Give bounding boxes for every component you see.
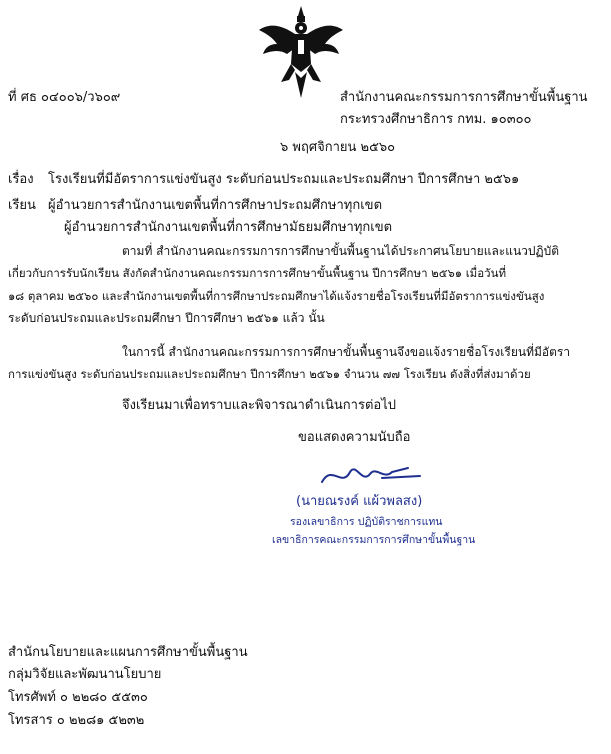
paragraph-1-line-4: ระดับก่อนประถมและประถมศึกษา ปีการศึกษา ๒๕๖๑ แล้ว นั้น — [8, 311, 325, 325]
signatory-title-2: เลขาธิการคณะกรรมการการศึกษาขั้นพื้นฐาน — [272, 534, 476, 546]
signatory-title-1: รองเลขาธิการ ปฏิบัติราชการแทน — [290, 516, 443, 528]
paragraph-1-line-3: ๑๘ ตุลาคม ๒๕๖๐ และสำนักงานเขตพื้นที่การศึกษาประถมศึกษาได้แจ้งรายชื่อโรงเรียนที่มีอัตราการแข่งขันสูง — [8, 289, 545, 303]
subject-label: เรื่อง — [8, 172, 34, 187]
handwritten-signature — [312, 458, 432, 492]
signatory-name: (นายณรงค์ แผ้วพลสง) — [296, 494, 423, 509]
footer-group: กลุ่มวิจัยและพัฒนานโยบาย — [8, 667, 162, 682]
footer-fax: โทรสาร ๐ ๒๒๘๑ ๕๒๓๒ — [8, 713, 145, 728]
footer-phone: โทรศัพท์ ๐ ๒๒๘๐ ๕๕๓๐ — [8, 690, 148, 705]
document-date: ๖ พฤศจิกายน ๒๕๖๐ — [280, 140, 396, 155]
paragraph-1-line-2: เกี่ยวกับการรับนักเรียน สังกัดสำนักงานคณะกรรมการการศึกษาขั้นพื้นฐาน ปีการศึกษา ๒๕๖๑ เมื่อวันที่ — [8, 266, 507, 280]
paragraph-3: จึงเรียนมาเพื่อทราบและพิจารณาดำเนินการต่อไป — [122, 398, 396, 413]
organization-address: กระทรวงศึกษาธิการ กทม. ๑๐๓๐๐ — [340, 112, 532, 127]
recipient-label: เรียน — [8, 198, 36, 213]
recipient-line-2: ผู้อำนวยการสำนักงานเขตพื้นที่การศึกษามัธยมศึกษาทุกเขต — [64, 220, 393, 235]
footer-department: สำนักนโยบายและแผนการศึกษาขั้นพื้นฐาน — [8, 645, 248, 660]
paragraph-2-line-1: ในการนี้ สำนักงานคณะกรรมการการศึกษาขั้นพื้นฐานจึงขอแจ้งรายชื่อโรงเรียนที่มีอัตรา — [122, 345, 571, 359]
document-number: ที่ ศธ ๐๔๐๐๖/ว๖๐๙ — [8, 90, 121, 105]
organization-name: สำนักงานคณะกรรมการการศึกษาขั้นพื้นฐาน — [340, 90, 588, 105]
garuda-emblem-icon — [255, 4, 347, 100]
paragraph-2-line-2: การแข่งขันสูง ระดับก่อนประถมและประถมศึกษา ปีการศึกษา ๒๕๖๑ จำนวน ๗๗ โรงเรียน ดังสิ่งที่ส่งมาด้วย — [8, 367, 531, 381]
paragraph-1-line-1: ตามที่ สำนักงานคณะกรรมการการศึกษาขั้นพื้นฐานได้ประกาศนโยบายและแนวปฏิบัติ — [122, 244, 559, 258]
subject-text: โรงเรียนที่มีอัตราการแข่งขันสูง ระดับก่อนประถมและประถมศึกษา ปีการศึกษา ๒๕๖๑ — [48, 172, 520, 187]
closing-text: ขอแสดงความนับถือ — [298, 430, 411, 445]
recipient-line-1: ผู้อำนวยการสำนักงานเขตพื้นที่การศึกษาประถมศึกษาทุกเขต — [48, 198, 383, 213]
